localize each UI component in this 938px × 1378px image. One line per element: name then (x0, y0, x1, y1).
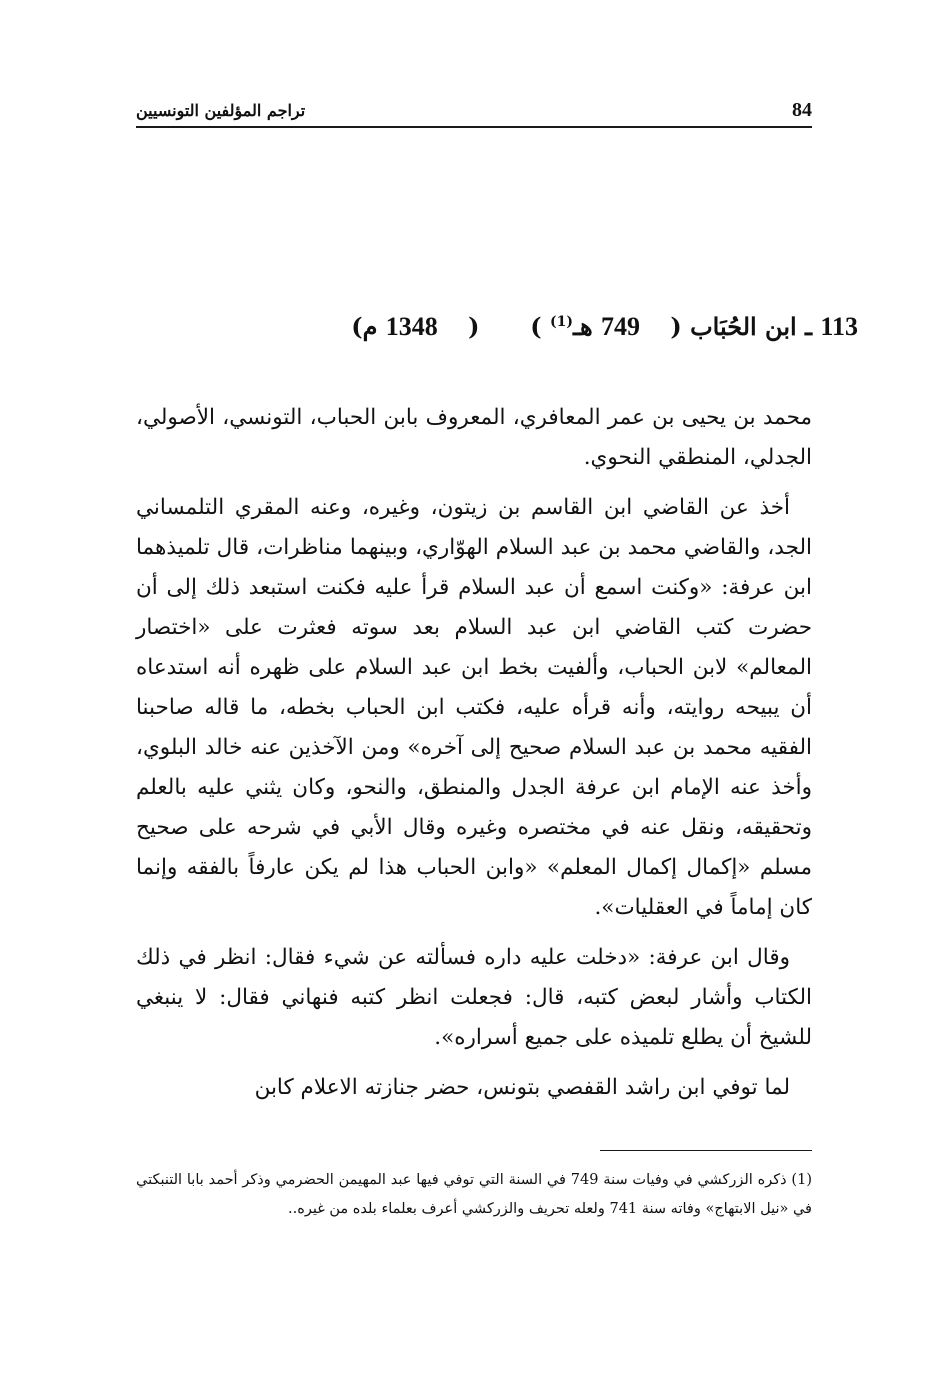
close-paren-hijri: ) (530, 312, 542, 341)
page-number: 84 (792, 99, 812, 121)
entry-name: ابن الحُبَاب (690, 312, 797, 341)
paragraph-teachers-students: أخذ عن القاضي ابن القاسم بن زيتون، وغيره، وعنه المقري التلمساني الجد، والقاضي محمد بن عبد السلام الهوّاري، وبينهما مناظرات، قال تلميذهما ابن عرفة: «وكنت اسمع أن عبد السلام قرأ عليه فكنت استبعد ذلك إلى أن حضرت كتب القاضي ابن عبد السلام بعد سوته فعثرت على «اختصار المعالم» لابن الحباب، وألفيت بخط ابن عبد السلام على ظهره أنه استدعاه أن يبيحه روايته، وأنه قرأه عليه، فكتب ابن الحباب بخطه، ما قاله صاحبنا الفقيه محمد بن عبد السلام صحيح إلى آخره» ومن الآخذين عنه خالد البلوي، وأخذ عنه الإمام ابن عرفة الجدل والمنطق، والنحو، وكان يثني عليه بالعلم وتحقيقه، ونقل عنه في مختصره وغيره وقال الأبي في شرحه على صحيح مسلم «إكمال إكمال المعلم» «وابن الحباب هذا لم يكن عارفاً بالفقه وإنما كان إماماً في العقليات». (136, 495, 812, 920)
open-paren-gregorian: ( (468, 312, 480, 341)
footnote: (1) ذكره الزركشي في وفيات سنة 749 في السنة التي توفي فيها عبد المهيمن الحضرمي وذكر أحمد بابا التنبكتي في «نيل الابتهاج» وفاته سنة 741 ولعله تحريف والزركشي أعرف بعلماء بلده من غيره.. (136, 1172, 812, 1217)
footnote-divider (600, 1150, 812, 1151)
gregorian-suffix: م (362, 312, 378, 341)
body-text (136, 398, 812, 1118)
running-title: تراجم المؤلفين التونسيين (136, 101, 306, 120)
paragraph-lineage: محمد بن يحيى بن عمر المعافري، المعروف بابن الحباب، التونسي، الأصولي، الجدلي، المنطقي النحوي. (136, 405, 812, 470)
paragraph-ibn-arafa-anecdote: وقال ابن عرفة: «دخلت عليه داره فسألته عن شيء فقال: انظر في ذلك الكتاب وأشار لبعض كتبه، قال: فجعلت انظر كتبه فنهاني فقال: لا ينبغي للشيخ أن يطلع تلميذه على جميع أسراره». (136, 945, 812, 1050)
open-paren-hijri: ( (670, 312, 682, 341)
entry-dash: ـ (805, 312, 813, 341)
hijri-suffix: هـ (572, 312, 593, 341)
gregorian-year: 1348 (385, 312, 438, 341)
close-paren-gregorian: ) (351, 312, 363, 341)
footnote-reference: (1) (549, 314, 573, 330)
entry-heading (138, 312, 858, 342)
entry-number: 113 (820, 312, 858, 341)
running-header (136, 92, 812, 128)
paragraph-ibn-rashid-funeral: لما توفي ابن راشد القفصي بتونس، حضر جنازته الاعلام كابن (254, 1075, 790, 1100)
hijri-year: 749 (601, 312, 640, 341)
